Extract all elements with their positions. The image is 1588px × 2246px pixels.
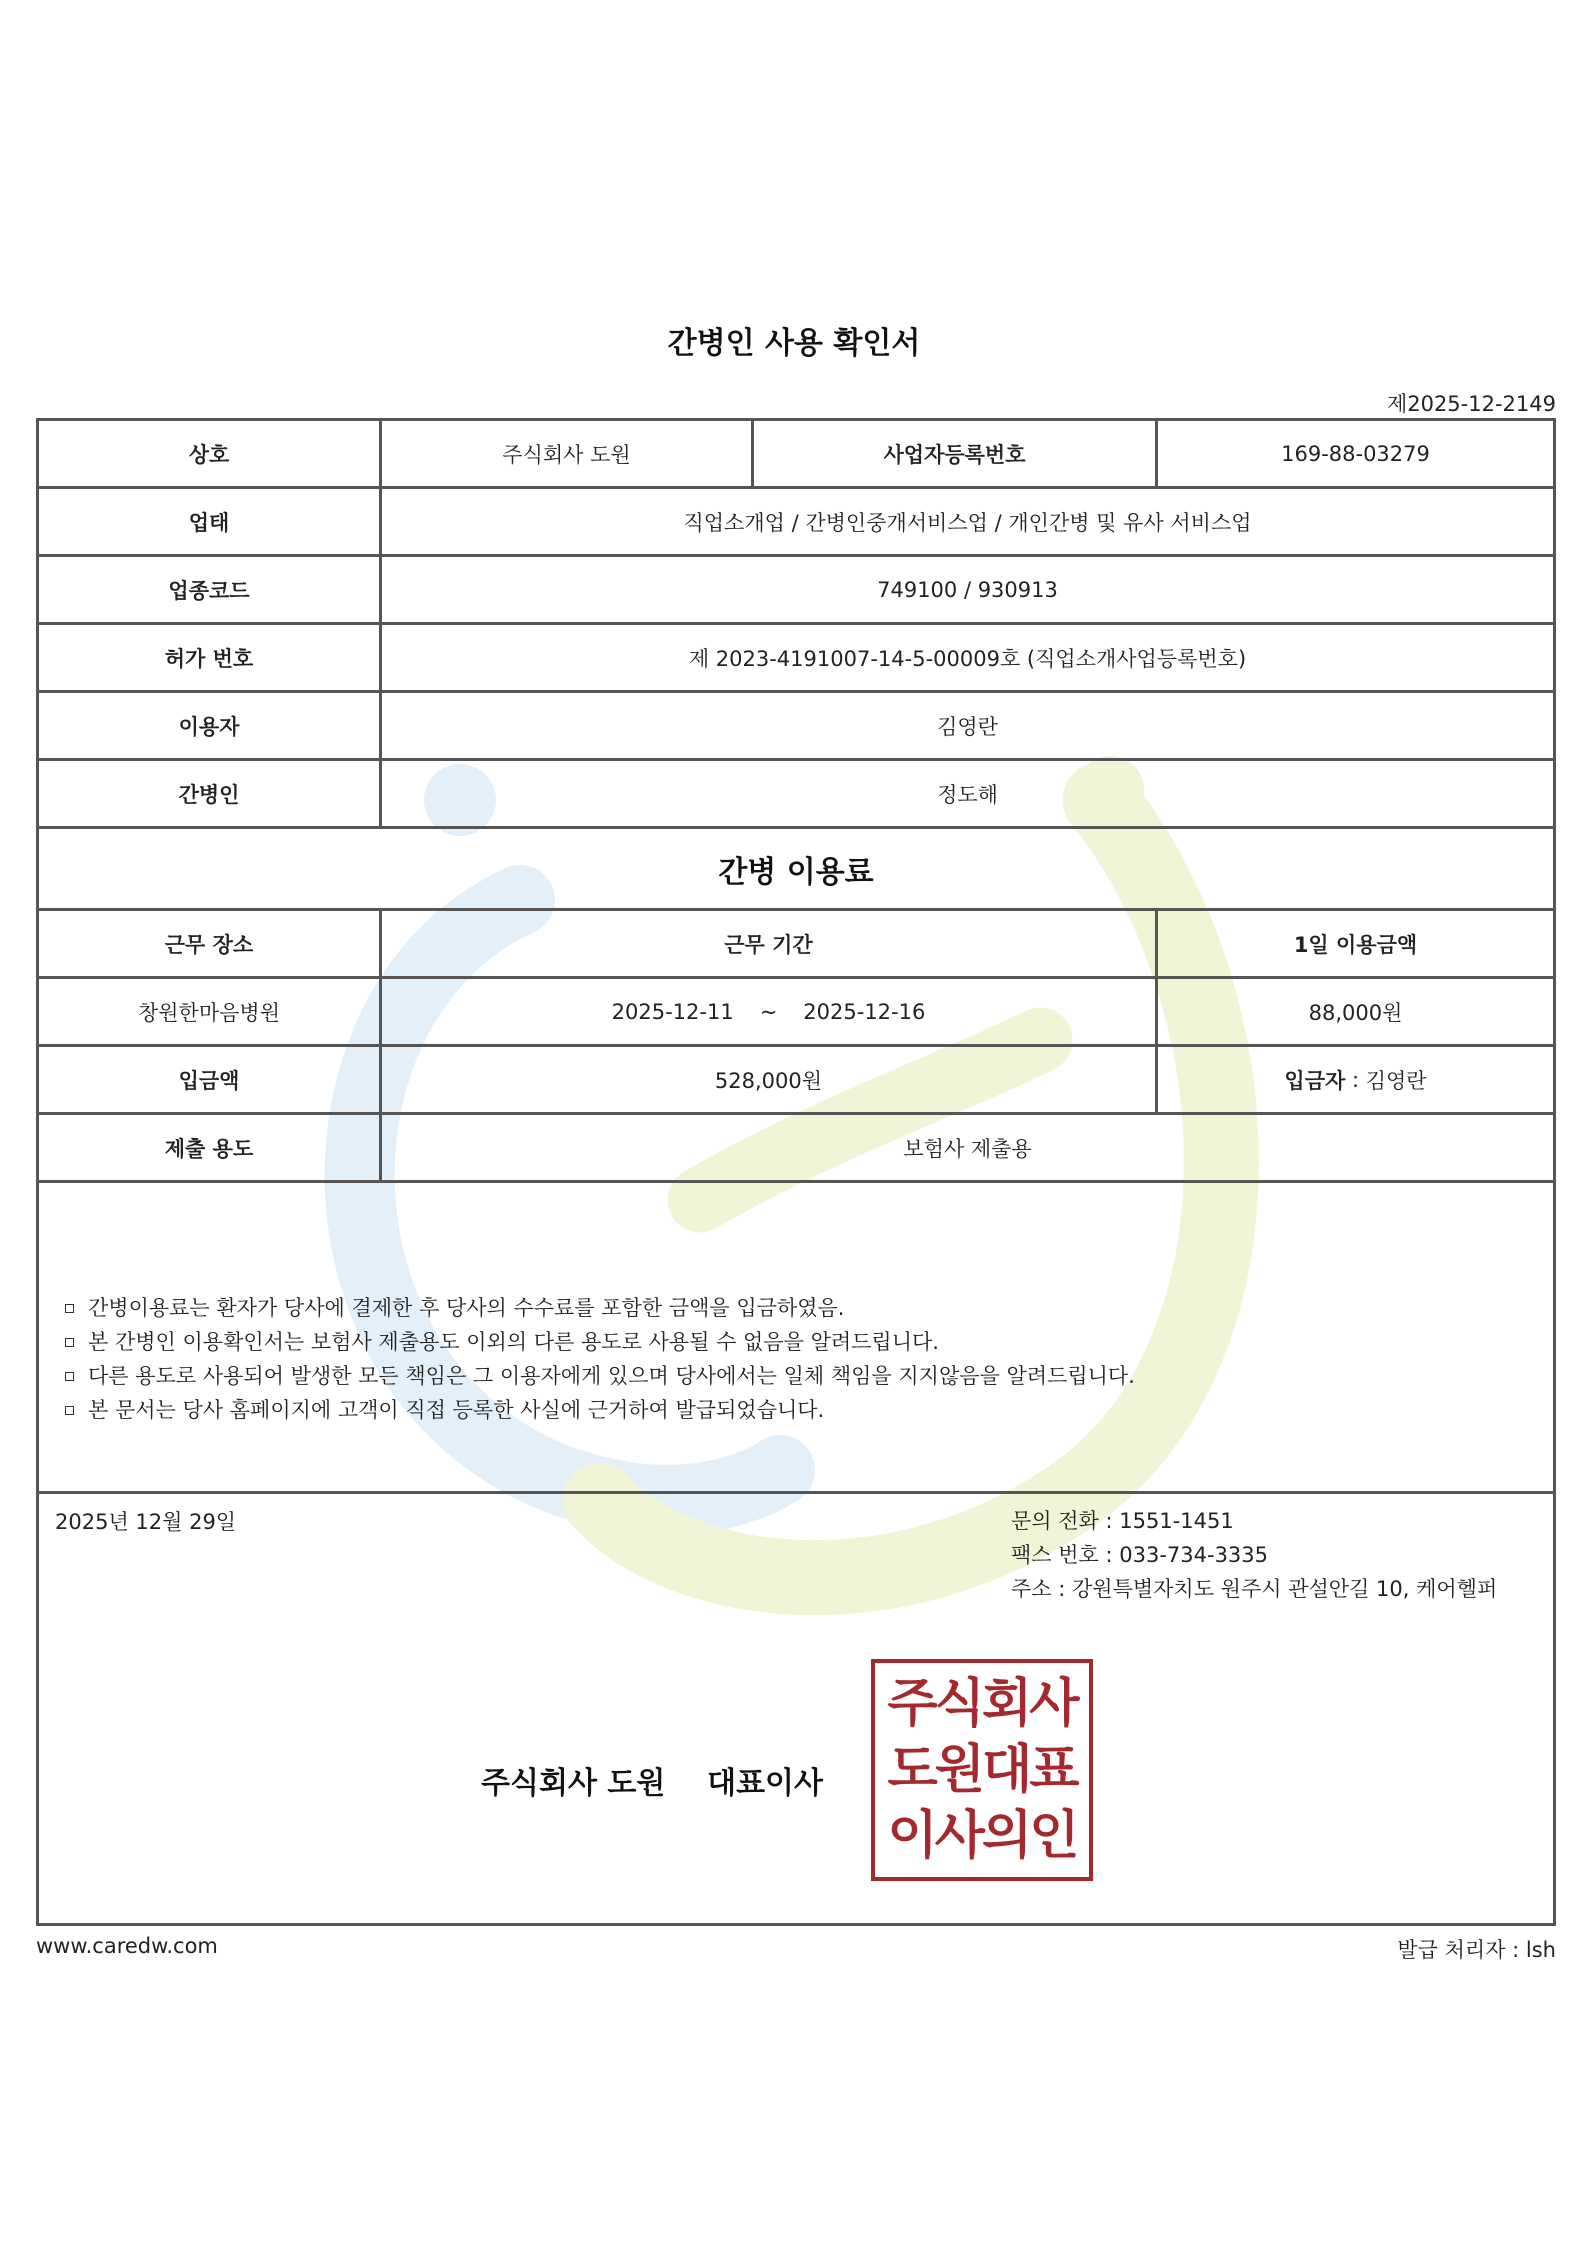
issue-date: 2025년 12월 29일 bbox=[55, 1510, 237, 1534]
fee-section-title-row bbox=[39, 829, 1553, 911]
seal-line: 주식회사 bbox=[887, 1673, 1077, 1734]
company-row bbox=[39, 421, 1553, 489]
period-start: 2025-12-11 bbox=[611, 999, 734, 1024]
contact-fax: 팩스 번호 : 033-734-3335 bbox=[1011, 1543, 1269, 1567]
contact-info bbox=[1011, 1504, 1497, 1606]
license-value: 제 2023-4191007-14-5-00009호 (직업소개사업등록번호) bbox=[379, 625, 1553, 690]
company-label: 상호 bbox=[188, 442, 230, 467]
industry-code-label: 업종코드 bbox=[168, 578, 250, 603]
caregiver-value: 정도해 bbox=[379, 761, 1553, 826]
issuer-info: 발급 처리자 : lsh bbox=[1397, 1938, 1556, 1962]
document-title: 간병인 사용 확인서 bbox=[667, 326, 921, 361]
depositor-label: 입금자 bbox=[1284, 1068, 1346, 1093]
contact-address: 주소 : 강원특별자치도 원주시 관설안길 10, 케어헬퍼 bbox=[1011, 1577, 1498, 1601]
user-row bbox=[39, 693, 1553, 761]
work-period bbox=[379, 979, 1155, 1044]
square-bullet-icon bbox=[65, 1338, 74, 1347]
purpose-label: 제출 용도 bbox=[164, 1136, 254, 1161]
depositor-separator: : bbox=[1345, 1067, 1366, 1092]
license-label: 허가 번호 bbox=[164, 646, 254, 671]
footer-divider bbox=[39, 1491, 1553, 1494]
document-number: 제2025-12-2149 bbox=[1386, 392, 1556, 416]
seal-line: 도원대표 bbox=[887, 1739, 1077, 1800]
caregiver-row bbox=[39, 761, 1553, 829]
square-bullet-icon bbox=[65, 1372, 74, 1381]
industry-code-row bbox=[39, 557, 1553, 625]
notice-list bbox=[65, 1291, 1135, 1427]
deposit-label: 입금액 bbox=[178, 1068, 240, 1093]
certificate-frame bbox=[36, 418, 1556, 1926]
caregiver-label: 간병인 bbox=[178, 782, 240, 807]
business-type-label: 업태 bbox=[188, 510, 230, 535]
user-label: 이용자 bbox=[178, 714, 240, 739]
fee-header-row bbox=[39, 911, 1553, 979]
place-header: 근무 장소 bbox=[164, 932, 254, 957]
depositor bbox=[1155, 1047, 1553, 1112]
purpose-row bbox=[39, 1115, 1553, 1183]
contact-phone: 문의 전화 : 1551-1451 bbox=[1011, 1509, 1234, 1533]
business-type-value: 직업소개업 / 간병인중개서비스업 / 개인간병 및 유사 서비스업 bbox=[379, 489, 1553, 554]
industry-code-value: 749100 / 930913 bbox=[379, 557, 1553, 622]
business-reg-value: 169-88-03279 bbox=[1155, 421, 1553, 486]
notice-item: 간병이용료는 환자가 당사에 결제한 후 당사의 수수료를 포함한 금액을 입금하였음. bbox=[65, 1291, 1135, 1325]
purpose-value: 보험사 제출용 bbox=[379, 1115, 1553, 1180]
company-seal-stamp bbox=[871, 1659, 1093, 1881]
company-value: 주식회사 도원 bbox=[379, 421, 751, 486]
period-end: 2025-12-16 bbox=[803, 999, 926, 1024]
depositor-name: 김영란 bbox=[1365, 1068, 1427, 1093]
fee-section-title: 간병 이용료 bbox=[718, 854, 874, 890]
period-separator: ~ bbox=[759, 999, 778, 1024]
fee-value-row bbox=[39, 979, 1553, 1047]
square-bullet-icon bbox=[65, 1406, 74, 1415]
deposit-row bbox=[39, 1047, 1553, 1115]
notice-item: 본 간병인 이용확인서는 보험사 제출용도 이외의 다른 용도로 사용될 수 없음을 알려드립니다. bbox=[65, 1325, 1135, 1359]
daily-amount-header: 1일 이용금액 bbox=[1155, 911, 1553, 976]
notice-item: 다른 용도로 사용되어 발생한 모든 책임은 그 이용자에게 있으며 당사에서는 일체 책임을 지지않음을 알려드립니다. bbox=[65, 1359, 1135, 1393]
company-signature: 주식회사 도원 대표이사 bbox=[481, 1766, 824, 1801]
seal-line: 이사의인 bbox=[887, 1805, 1077, 1866]
notice-item: 본 문서는 당사 홈페이지에 고객이 직접 등록한 사실에 근거하여 발급되었습니다. bbox=[65, 1393, 1135, 1427]
deposit-amount: 528,000원 bbox=[379, 1047, 1155, 1112]
square-bullet-icon bbox=[65, 1304, 74, 1313]
user-value: 김영란 bbox=[379, 693, 1553, 758]
website-link[interactable]: www.caredw.com bbox=[36, 1934, 218, 1958]
daily-amount: 88,000원 bbox=[1155, 979, 1553, 1044]
period-header: 근무 기간 bbox=[379, 911, 1155, 976]
work-place: 창원한마음병원 bbox=[137, 1000, 280, 1025]
business-type-row bbox=[39, 489, 1553, 557]
business-reg-label: 사업자등록번호 bbox=[751, 421, 1155, 486]
license-row bbox=[39, 625, 1553, 693]
